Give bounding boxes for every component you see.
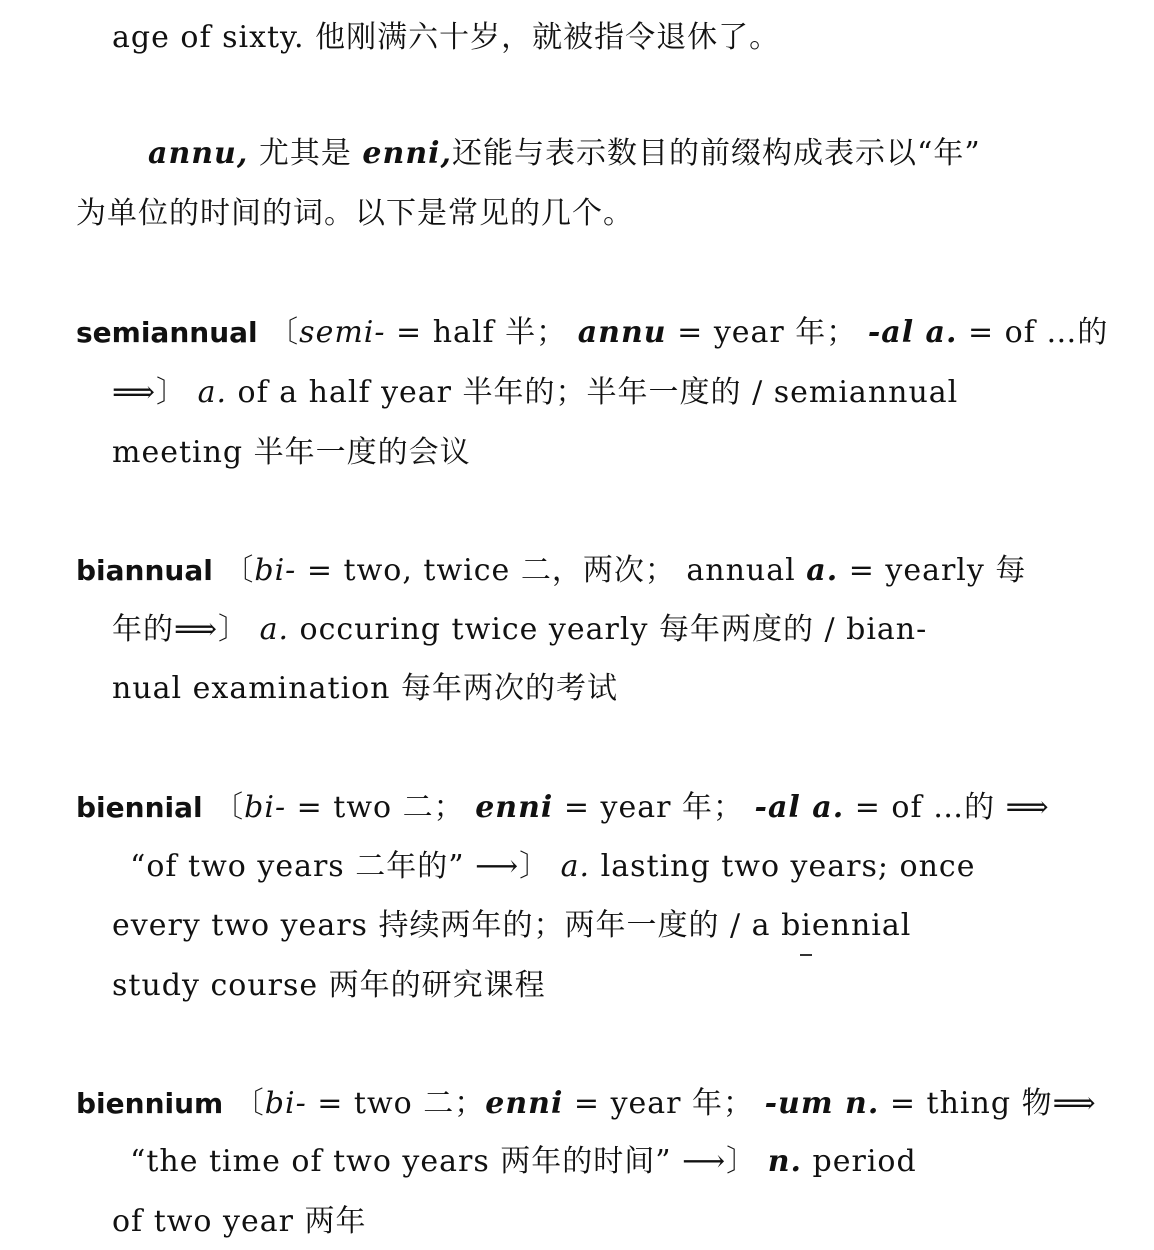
suffix: -al a. [867,315,958,350]
bracket-open: 〔 [213,790,245,825]
intro-text-1: 尤其是 [258,136,352,171]
bracket-open: 〔 [233,1086,265,1121]
example: nual examination 每年两次的考试 [112,671,619,706]
entry-biannual-line-3 [112,669,618,709]
gloss: = year 年； [677,315,858,350]
gloss: = of …的 [968,315,1109,350]
example: study course 两年的研究课程 [112,968,546,1003]
entry-biannual-line-2 [112,610,927,650]
print-mark [800,954,812,956]
entry-semiannual-line-2 [112,373,958,413]
root: enni [475,790,554,825]
definition: lasting two years; once [600,849,976,884]
entry-biennial-line-1 [76,788,1050,828]
definition: occuring twice yearly 每年两度的 / bian- [299,612,928,647]
entry-biennium-line-1 [76,1084,1097,1124]
gloss: = two 二； [296,790,465,825]
arrow-bracket: 年的⟹〕 [112,612,250,647]
entry-biennium-line-2 [130,1142,917,1182]
intro-line-1 [148,134,981,174]
gloss: = yearly 每 [848,553,1027,588]
prefix: bi- [244,790,287,825]
pos: n. [767,1144,802,1179]
bracket-open: 〔 [268,315,300,350]
entry-biennium-line-3 [112,1202,367,1242]
definition-cont: every two years 持续两年的；两年一度的 / a biennial [112,908,912,943]
gloss: = year 年； [563,790,744,825]
headword-biennium: biennium [76,1087,224,1120]
root-word: annual [686,553,796,588]
gloss: = thing 物⟹ [889,1086,1097,1121]
pos: a. [806,553,839,588]
arrow-bracket: ⟹〕 [112,375,188,410]
prefix: semi- [299,315,386,350]
entry-semiannual-line-1 [76,313,1108,353]
english-fragment: age of sixty. [112,20,305,55]
gloss: = half 半； [396,315,568,350]
entry-biennial-line-4 [112,966,546,1006]
continuation-line [112,18,780,58]
root-enni: enni, [362,136,452,171]
intro-line-2 [76,194,634,234]
intro-text-2: 还能与表示数目的前缀构成表示以“年” [451,136,981,171]
gloss: = year 年； [573,1086,755,1121]
pos: a. [560,849,591,884]
pos: a. [259,612,289,647]
headword-biennial: biennial [76,791,203,824]
entry-biannual-line-1 [76,551,1026,591]
bracket-open: 〔 [223,553,255,588]
headword-biannual: biannual [76,554,213,587]
root: enni [485,1086,564,1121]
definition: period [812,1144,917,1179]
chinese-sentence: 他刚满六十岁，就被指令退休了。 [315,20,781,55]
definition-cont: of two year 两年 [112,1204,367,1239]
root-annu: annu, [148,136,249,171]
literal-meaning: “of two years 二年的” ⟶〕 [130,849,551,884]
prefix: bi- [254,553,297,588]
intro-text-3: 为单位的时间的词。以下是常见的几个。 [76,196,634,231]
suffix: -al a. [754,790,845,825]
definition: of a half year 半年的；半年一度的 / semiannual [237,375,959,410]
suffix: -um n. [764,1086,880,1121]
example: meeting 半年一度的会议 [112,435,471,470]
root: annu [577,315,667,350]
pos: a. [197,375,227,410]
prefix: bi- [264,1086,307,1121]
entry-biennial-line-3 [112,906,911,946]
gloss: = two, twice 二，两次； [306,553,676,588]
gloss: = of …的 ⟹ [854,790,1050,825]
literal-meaning: “the time of two years 两年的时间” ⟶〕 [130,1144,758,1179]
gloss: = two 二； [317,1086,486,1121]
entry-biennial-line-2 [130,847,975,887]
headword-semiannual: semiannual [76,316,258,349]
entry-semiannual-line-3 [112,433,471,473]
